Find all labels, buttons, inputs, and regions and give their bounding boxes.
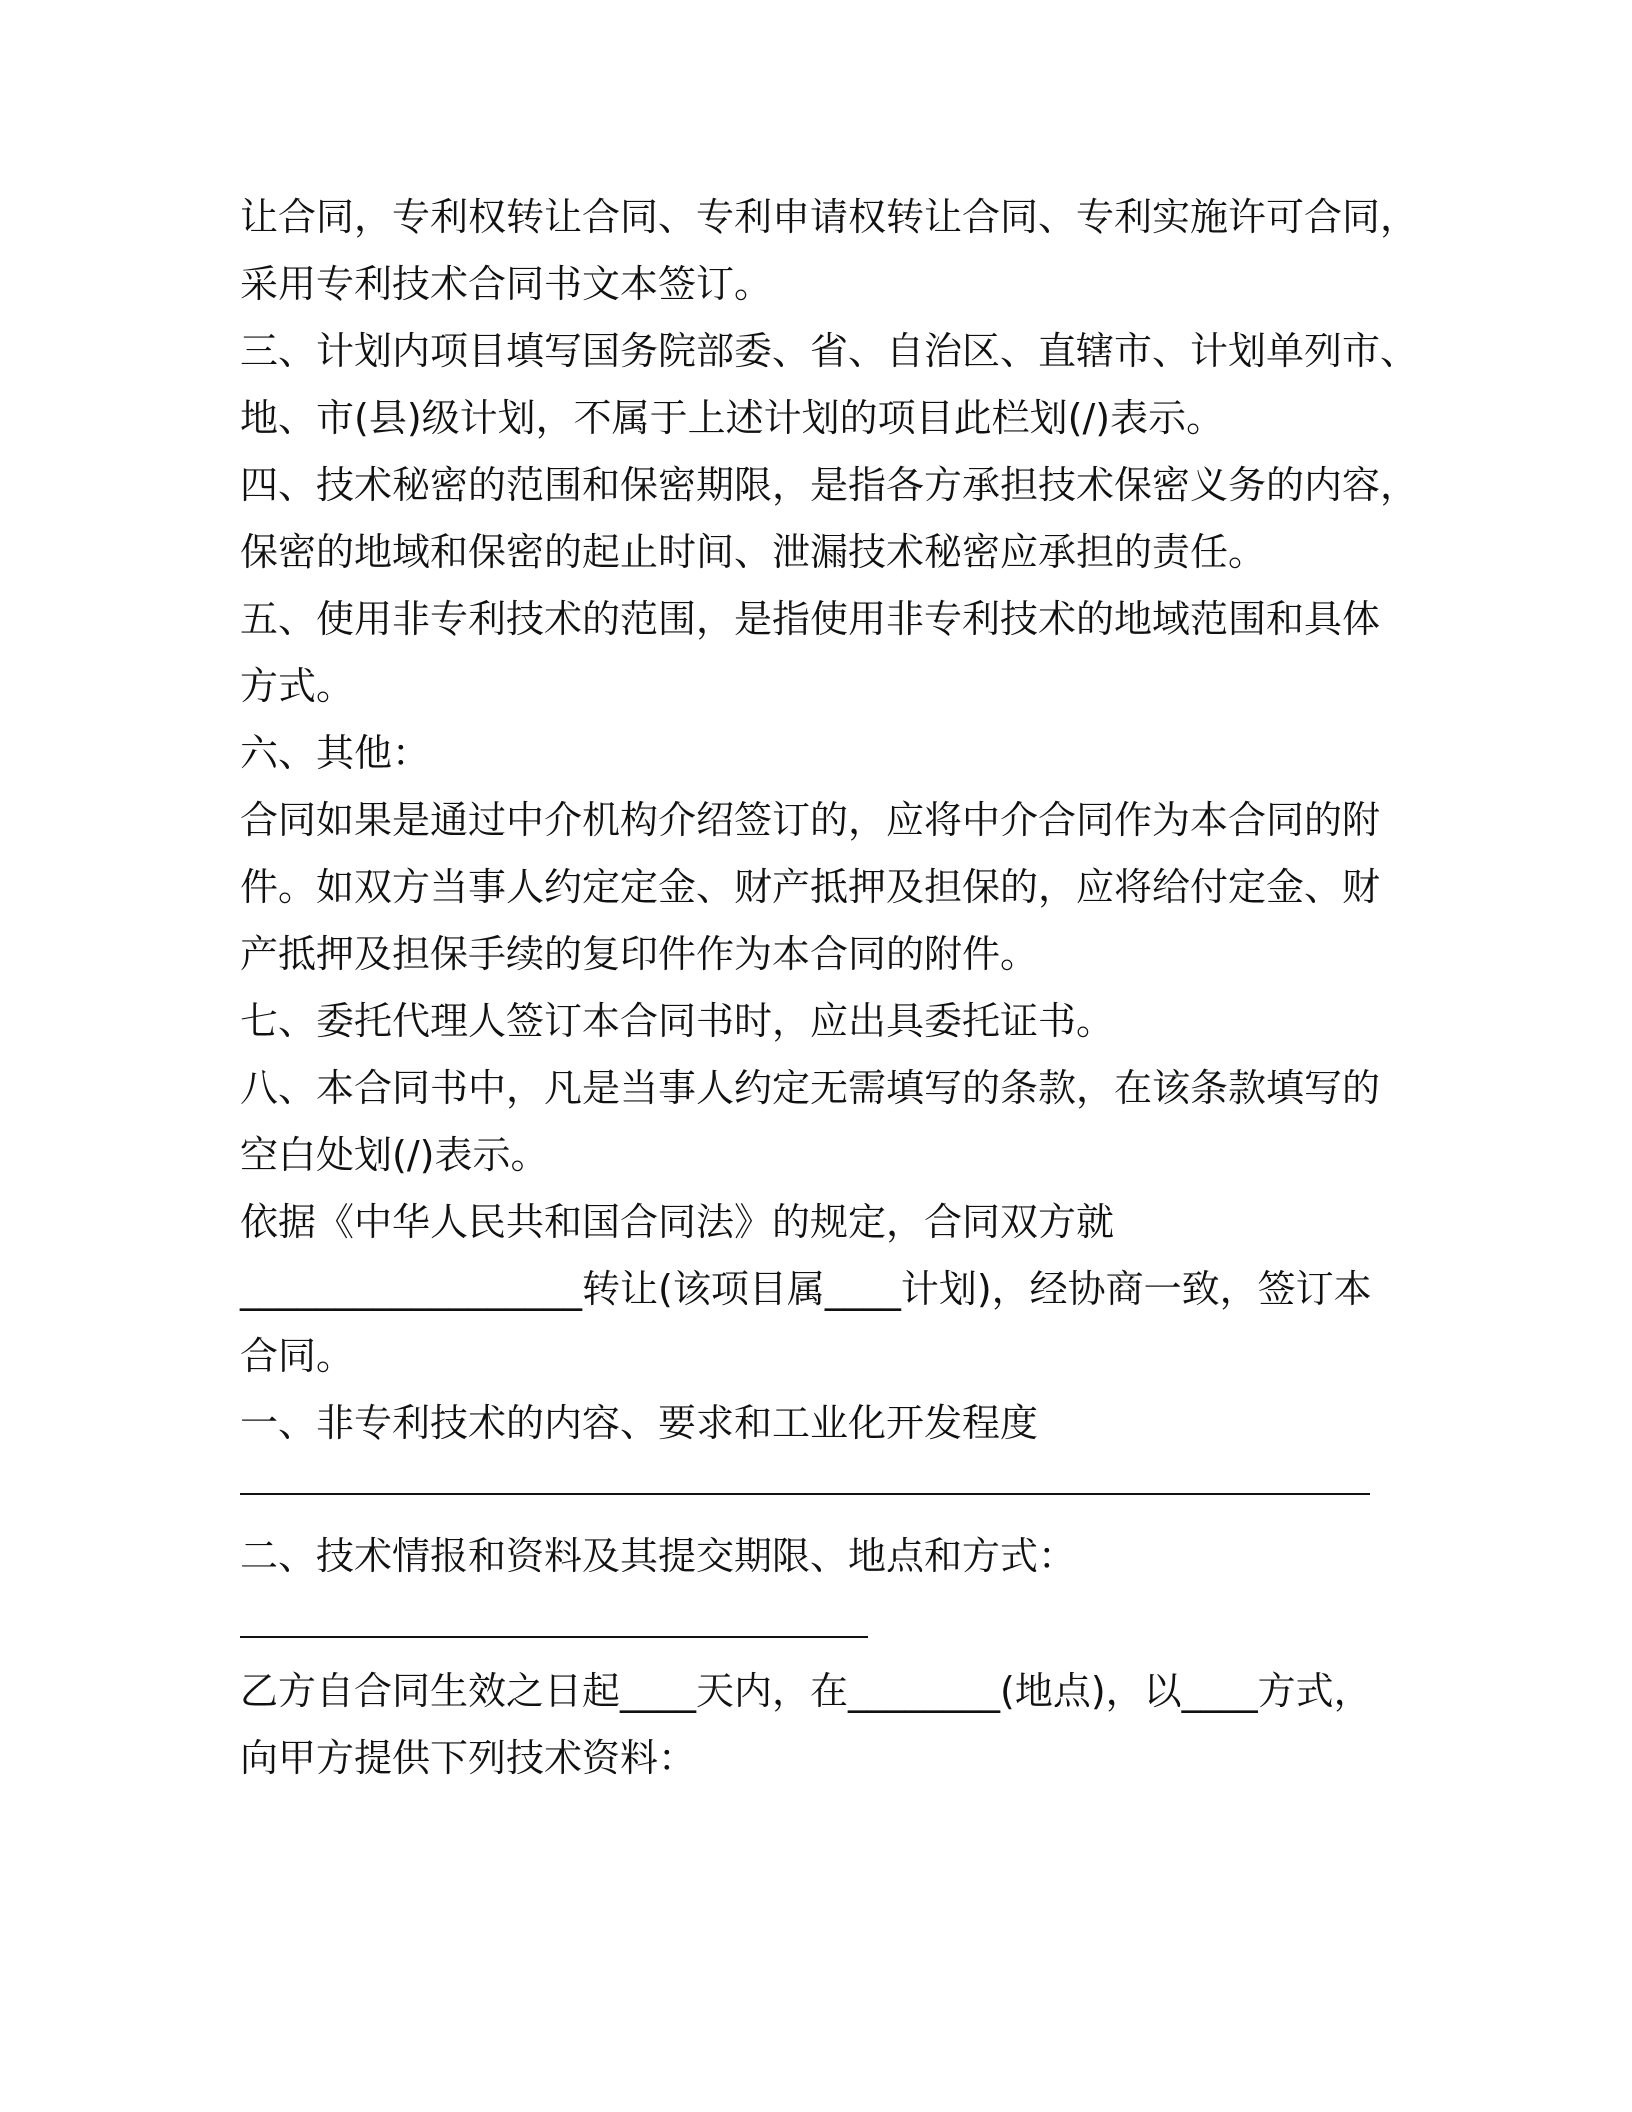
text-line: 合同如果是通过中介机构介绍签订的，应将中介合同作为本合同的附 (240, 798, 1381, 842)
text-line: 依据《中华人民共和国合同法》的规定，合同双方就 (240, 1200, 1115, 1244)
text-line: 合同。 (240, 1334, 355, 1378)
text-line: 四、技术秘密的范围和保密期限，是指各方承担技术保密义务的内容， (240, 463, 1419, 507)
text-line: 地、市(县)级计划，不属于上述计划的项目此栏划(/)表示。 (240, 396, 1225, 440)
text-line: 乙方自合同生效之日起____天内，在________(地点)，以____方式， (240, 1669, 1372, 1713)
text-line: 空白处划(/)表示。 (240, 1133, 549, 1177)
text-line: 二、技术情报和资料及其提交期限、地点和方式： (240, 1534, 1077, 1578)
text-line: 产抵押及担保手续的复印件作为本合同的附件。 (240, 932, 1039, 976)
document-page (240, 184, 1419, 1792)
text-line: 让合同，专利权转让合同、专利申请权转让合同、专利实施许可合同， (240, 195, 1419, 239)
text-line: 方式。 (240, 664, 355, 708)
text-line: 采用专利技术合同书文本签订。 (240, 262, 773, 306)
text-line: 七、委托代理人签订本合同书时，应出具委托证书。 (240, 999, 1115, 1043)
text-line: 八、本合同书中，凡是当事人约定无需填写的条款，在该条款填写的 (240, 1066, 1381, 1110)
text-line: 六、其他： (240, 731, 431, 775)
text-line: 五、使用非专利技术的范围，是指使用非专利技术的地域范围和具体 (240, 597, 1381, 641)
blank-fill-line (240, 1493, 1370, 1495)
text-line: 一、非专利技术的内容、要求和工业化开发程度 (240, 1401, 1039, 1445)
text-line: __________________转让(该项目属____计划)，经协商一致，签订本 (240, 1267, 1372, 1311)
blank-fill-line (240, 1636, 868, 1638)
text-line: 三、计划内项目填写国务院部委、省、自治区、直辖市、计划单列市、 (240, 329, 1419, 373)
text-line: 保密的地域和保密的起止时间、泄漏技术秘密应承担的责任。 (240, 530, 1267, 574)
text-line: 向甲方提供下列技术资料： (240, 1736, 697, 1780)
text-line: 件。如双方当事人约定定金、财产抵押及担保的，应将给付定金、财 (240, 865, 1381, 909)
